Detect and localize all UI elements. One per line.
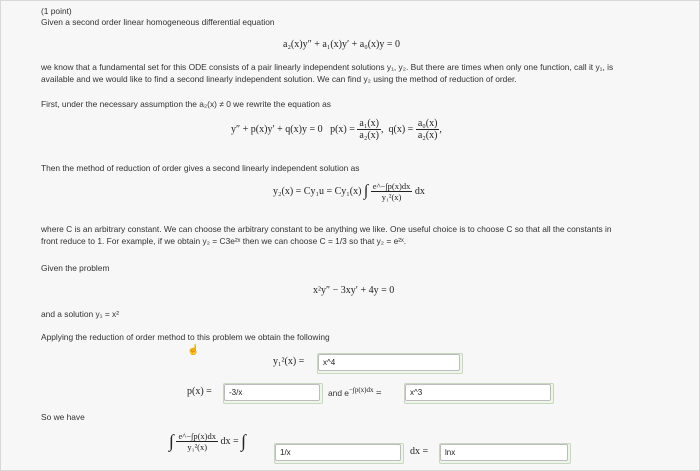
so-we-have-text: So we have bbox=[41, 412, 85, 422]
hand-cursor-icon: ☝ bbox=[187, 345, 200, 356]
applying-text: Applying the reduction of order method to this problem we obtain the following bbox=[41, 332, 330, 342]
solution-text: and a solution y₁ = x² bbox=[41, 309, 120, 319]
y1-squared-input[interactable] bbox=[318, 354, 460, 371]
paragraph-line: front reduce to 1. For example, if we obtain y₂ = C3e²ˣ then we can choose C = 1/3 so that y₂ = e²ˣ. bbox=[41, 236, 407, 246]
integral-denominator: y₁²(x) bbox=[187, 442, 208, 452]
q-fraction-numerator: a₀(x) bbox=[417, 118, 438, 129]
rewritten-equation: y″ + p(x)y′ + q(x)y = 0 bbox=[231, 123, 323, 135]
p-label: p(x) = bbox=[187, 386, 212, 397]
reduction-formula bbox=[273, 181, 425, 202]
intro-text: Given a second order linear homogeneous differential equation bbox=[41, 17, 275, 27]
p-definition-label: p(x) = bbox=[330, 123, 355, 135]
paragraph-line: where C is an arbitrary constant. We can choose the arbitrary constant to be anything we like. One useful choice is to choose C so that all the constants in bbox=[41, 224, 612, 234]
q-definition-label: q(x) = bbox=[388, 123, 414, 135]
points-label: (1 point) bbox=[41, 6, 72, 16]
integral-dx-equals: dx = bbox=[220, 435, 239, 447]
paragraph-line: available and we would like to find a second linearly independent solution. We can find y₂ using the method of reduction of order. bbox=[41, 74, 517, 84]
result-input[interactable] bbox=[440, 444, 568, 461]
and-e-text: and e bbox=[328, 387, 349, 398]
reduction-denominator: y₁²(x) bbox=[381, 192, 402, 202]
e-integral-input[interactable] bbox=[405, 384, 551, 401]
dx-equals-label: dx = bbox=[410, 446, 429, 457]
p-fraction-denominator: a₂(x) bbox=[359, 130, 379, 141]
paragraph-constant bbox=[41, 223, 691, 247]
paragraph-fundamental-set bbox=[41, 61, 691, 85]
p-input[interactable] bbox=[224, 384, 320, 401]
integral-fraction bbox=[176, 431, 218, 452]
given-problem-text: Given the problem bbox=[41, 263, 110, 273]
integral-symbol: ∫ bbox=[169, 431, 174, 451]
q-fraction-denominator: a₂(x) bbox=[417, 130, 438, 141]
paragraph-method: Then the method of reduction of order gives a second linearly independent solution as bbox=[41, 163, 360, 173]
equals-sign: = bbox=[375, 387, 382, 399]
reduction-numerator: e^−∫p(x)dx bbox=[372, 181, 411, 191]
p-fraction-numerator: a₁(x) bbox=[359, 118, 379, 129]
integral-symbol: ∫ bbox=[241, 431, 247, 451]
problem-equation: x²y″ − 3xy′ + 4y = 0 bbox=[313, 285, 395, 296]
integral-expression bbox=[169, 431, 246, 452]
p-fraction bbox=[357, 118, 381, 141]
paragraph-rewrite: First, under the necessary assumption the a₂(x) ≠ 0 we rewrite the equation as bbox=[41, 99, 331, 109]
e-exponent: −∫p(x)dx bbox=[348, 386, 374, 394]
integral-symbol: ∫ bbox=[363, 182, 369, 200]
paragraph-line: we know that a fundamental set for this ODE consists of a pair linearly independent solutions y₁, y₂. But there are times when only one function, call it y₁, is bbox=[41, 62, 614, 72]
reduction-formula-lhs: y₂(x) = Cy₁u = Cy₁(x) bbox=[273, 185, 362, 197]
integrand-input[interactable] bbox=[275, 444, 401, 461]
reduction-dx: dx bbox=[414, 185, 425, 197]
rewritten-equation-block: y″ + p(x)y′ + q(x)y = 0 p(x) = $\frac{\text{a₁(x)}}{\text{a₂(x)}}$ , q(x) = $\frac{\text{a₀(x)}}{\text{a₂(x)}}$ , bbox=[231, 118, 442, 141]
main-equation: a₂(x)y″ + a₁(x)y′ + a₀(x)y = 0 bbox=[283, 39, 401, 50]
reduction-fraction bbox=[371, 181, 413, 202]
e-exponent-label bbox=[328, 386, 381, 399]
y1-squared-label: y₁²(x) = bbox=[273, 356, 305, 367]
integral-numerator: e^−∫p(x)dx bbox=[178, 431, 216, 441]
q-fraction bbox=[416, 118, 440, 141]
